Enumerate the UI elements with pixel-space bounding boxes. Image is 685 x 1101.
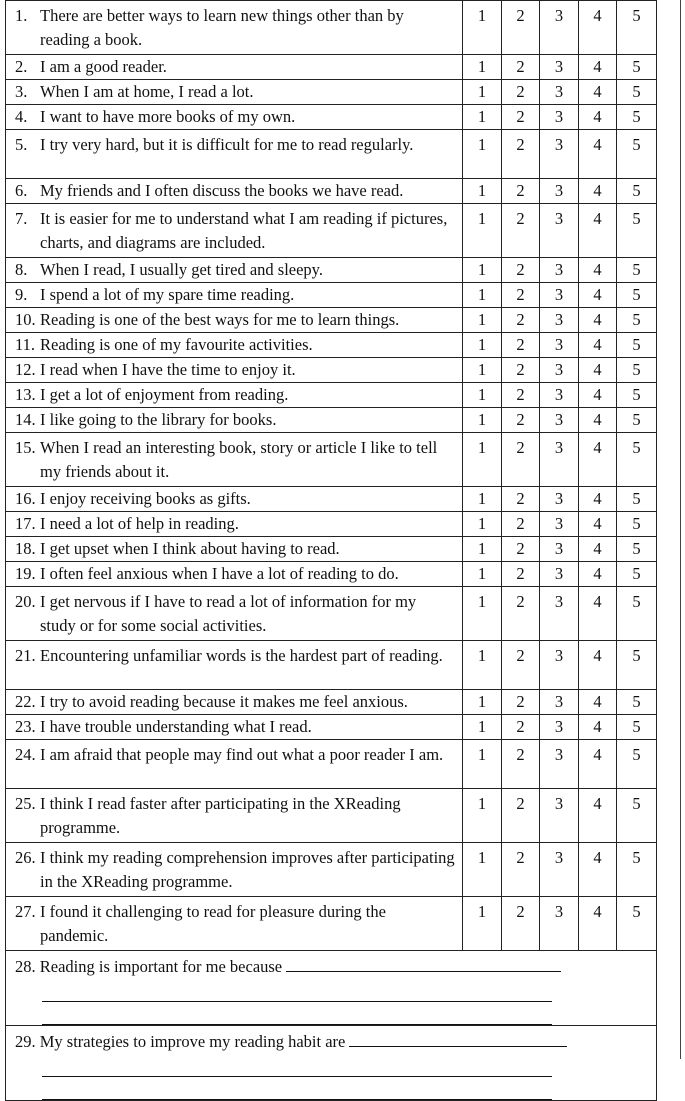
scale-option-3[interactable]: 3 <box>540 80 579 105</box>
open-question-cell <box>6 1026 657 1101</box>
scale-option-3[interactable]: 3 <box>540 789 579 843</box>
scale-option-4[interactable]: 4 <box>579 80 617 105</box>
item-text: Encountering unfamiliar words is the hardest part of reading. <box>40 646 443 665</box>
scale-option-5[interactable]: 5 <box>617 383 657 408</box>
item-row <box>6 512 657 537</box>
open-question-text: My strategies to improve my reading habit are <box>39 1032 346 1051</box>
scale-option-2[interactable]: 2 <box>502 715 540 740</box>
item-row <box>6 537 657 562</box>
item-number: 14. <box>15 410 36 429</box>
scale-option-2[interactable]: 2 <box>502 587 540 641</box>
answer-line[interactable] <box>42 1002 552 1025</box>
scale-option-5[interactable]: 5 <box>617 1 657 55</box>
item-statement-cell <box>6 897 463 951</box>
scale-option-1[interactable]: 1 <box>463 55 502 80</box>
item-row <box>6 283 657 308</box>
answer-line[interactable] <box>42 1054 552 1077</box>
scale-option-4[interactable]: 4 <box>579 641 617 690</box>
scale-option-5[interactable]: 5 <box>617 789 657 843</box>
item-number: 4. <box>15 107 28 126</box>
item-row <box>6 204 657 258</box>
scale-option-1[interactable]: 1 <box>463 433 502 487</box>
scale-option-2[interactable]: 2 <box>502 789 540 843</box>
item-number: 8. <box>15 260 28 279</box>
item-row <box>6 383 657 408</box>
scale-option-4[interactable]: 4 <box>579 283 617 308</box>
scale-option-3[interactable]: 3 <box>540 179 579 204</box>
item-statement-cell <box>6 789 463 843</box>
scale-option-5[interactable]: 5 <box>617 512 657 537</box>
questionnaire-sheet <box>5 0 656 1101</box>
item-statement-cell <box>6 55 463 80</box>
item-row <box>6 80 657 105</box>
item-text: I often feel anxious when I have a lot of reading to do. <box>40 564 399 583</box>
scale-option-4[interactable]: 4 <box>579 690 617 715</box>
scale-option-1[interactable]: 1 <box>463 1 502 55</box>
item-statement-cell <box>6 587 463 641</box>
item-statement-cell <box>6 433 463 487</box>
scale-option-4[interactable]: 4 <box>579 433 617 487</box>
item-statement-cell <box>6 105 463 130</box>
scale-option-5[interactable]: 5 <box>617 408 657 433</box>
item-row <box>6 55 657 80</box>
item-number: 10. <box>15 310 36 329</box>
item-row <box>6 715 657 740</box>
scale-option-2[interactable]: 2 <box>502 308 540 333</box>
item-number: 23. <box>15 717 36 736</box>
item-statement-cell <box>6 308 463 333</box>
scale-option-5[interactable]: 5 <box>617 433 657 487</box>
item-text: I am a good reader. <box>40 57 167 76</box>
item-text: I think my reading comprehension improves after participating in the XReading programme. <box>40 848 455 891</box>
item-number: 26. <box>15 848 36 867</box>
item-statement-cell <box>6 740 463 789</box>
scale-option-2[interactable]: 2 <box>502 258 540 283</box>
scale-option-3[interactable]: 3 <box>540 204 579 258</box>
item-text: Reading is one of my favourite activities. <box>40 335 313 354</box>
item-row <box>6 897 657 951</box>
scale-option-2[interactable]: 2 <box>502 562 540 587</box>
item-statement-cell <box>6 487 463 512</box>
item-text: I try very hard, but it is difficult for me to read regularly. <box>40 135 414 154</box>
scale-option-4[interactable]: 4 <box>579 55 617 80</box>
scale-option-2[interactable]: 2 <box>502 130 540 179</box>
item-row <box>6 1 657 55</box>
item-number: 24. <box>15 745 36 764</box>
item-number: 7. <box>15 209 28 228</box>
scale-option-1[interactable]: 1 <box>463 383 502 408</box>
item-number: 1. <box>15 6 28 25</box>
scale-option-1[interactable]: 1 <box>463 308 502 333</box>
scale-option-2[interactable]: 2 <box>502 512 540 537</box>
item-row <box>6 740 657 789</box>
scale-option-3[interactable]: 3 <box>540 1 579 55</box>
scale-option-2[interactable]: 2 <box>502 204 540 258</box>
scale-option-5[interactable]: 5 <box>617 843 657 897</box>
scale-option-1[interactable]: 1 <box>463 897 502 951</box>
item-number: 3. <box>15 82 28 101</box>
item-number: 21. <box>15 646 36 665</box>
scale-option-2[interactable]: 2 <box>502 179 540 204</box>
item-statement-cell <box>6 130 463 179</box>
scale-option-1[interactable]: 1 <box>463 333 502 358</box>
scale-option-5[interactable]: 5 <box>617 308 657 333</box>
item-row <box>6 487 657 512</box>
scale-option-5[interactable]: 5 <box>617 258 657 283</box>
item-statement-cell <box>6 333 463 358</box>
item-number: 16. <box>15 489 36 508</box>
open-question-cell <box>6 951 657 1026</box>
item-number: 25. <box>15 794 36 813</box>
answer-blank[interactable] <box>286 957 561 972</box>
item-text: When I read, I usually get tired and sleepy. <box>40 260 323 279</box>
scale-option-4[interactable]: 4 <box>579 789 617 843</box>
scale-option-1[interactable]: 1 <box>463 130 502 179</box>
scale-option-5[interactable]: 5 <box>617 537 657 562</box>
scale-option-4[interactable]: 4 <box>579 105 617 130</box>
scale-option-5[interactable]: 5 <box>617 562 657 587</box>
scale-option-3[interactable]: 3 <box>540 512 579 537</box>
scale-option-4[interactable]: 4 <box>579 587 617 641</box>
scale-option-2[interactable]: 2 <box>502 487 540 512</box>
scale-option-3[interactable]: 3 <box>540 433 579 487</box>
item-row <box>6 358 657 383</box>
scale-option-4[interactable]: 4 <box>579 358 617 383</box>
page-edge-line <box>680 0 681 1059</box>
item-text: I get a lot of enjoyment from reading. <box>40 385 289 404</box>
open-question-number: 28. <box>15 957 36 976</box>
questionnaire-table <box>5 0 657 1101</box>
scale-option-4[interactable]: 4 <box>579 487 617 512</box>
scale-option-4[interactable]: 4 <box>579 1 617 55</box>
item-text: I have trouble understanding what I read. <box>40 717 312 736</box>
scale-option-5[interactable]: 5 <box>617 333 657 358</box>
item-text: I need a lot of help in reading. <box>40 514 239 533</box>
scale-option-3[interactable]: 3 <box>540 843 579 897</box>
item-statement-cell <box>6 537 463 562</box>
item-row <box>6 408 657 433</box>
scale-option-1[interactable]: 1 <box>463 740 502 789</box>
scale-option-1[interactable]: 1 <box>463 179 502 204</box>
scale-option-2[interactable]: 2 <box>502 105 540 130</box>
scale-option-3[interactable]: 3 <box>540 408 579 433</box>
item-number: 6. <box>15 181 28 200</box>
scale-option-4[interactable]: 4 <box>579 333 617 358</box>
item-statement-cell <box>6 204 463 258</box>
item-row <box>6 333 657 358</box>
scale-option-4[interactable]: 4 <box>579 408 617 433</box>
item-row <box>6 308 657 333</box>
scale-option-2[interactable]: 2 <box>502 433 540 487</box>
scale-option-5[interactable]: 5 <box>617 690 657 715</box>
scale-option-3[interactable]: 3 <box>540 358 579 383</box>
answer-line[interactable] <box>42 1077 552 1100</box>
item-text: I get upset when I think about having to read. <box>40 539 340 558</box>
open-question-number: 29. <box>15 1032 36 1051</box>
item-text: I get nervous if I have to read a lot of information for my study or for some social activities. <box>40 592 417 635</box>
scale-option-3[interactable]: 3 <box>540 715 579 740</box>
scale-option-1[interactable]: 1 <box>463 512 502 537</box>
item-row <box>6 105 657 130</box>
scale-option-3[interactable]: 3 <box>540 587 579 641</box>
scale-option-2[interactable]: 2 <box>502 1 540 55</box>
item-text: When I read an interesting book, story or article I like to tell my friends about it. <box>40 438 438 481</box>
item-number: 15. <box>15 438 36 457</box>
scale-option-3[interactable]: 3 <box>540 258 579 283</box>
scale-option-5[interactable]: 5 <box>617 55 657 80</box>
scale-option-3[interactable]: 3 <box>540 641 579 690</box>
item-row <box>6 789 657 843</box>
item-statement-cell <box>6 358 463 383</box>
item-text: I enjoy receiving books as gifts. <box>40 489 251 508</box>
scale-option-5[interactable]: 5 <box>617 105 657 130</box>
item-row <box>6 433 657 487</box>
item-row <box>6 258 657 283</box>
item-number: 19. <box>15 564 36 583</box>
scale-option-1[interactable]: 1 <box>463 283 502 308</box>
scale-option-3[interactable]: 3 <box>540 537 579 562</box>
item-text: I read when I have the time to enjoy it. <box>40 360 296 379</box>
scale-option-5[interactable]: 5 <box>617 204 657 258</box>
item-statement-cell <box>6 641 463 690</box>
item-row <box>6 562 657 587</box>
item-text: I found it challenging to read for pleasure during the pandemic. <box>40 902 386 945</box>
scale-option-4[interactable]: 4 <box>579 383 617 408</box>
item-text: My friends and I often discuss the books we have read. <box>40 181 404 200</box>
scale-option-1[interactable]: 1 <box>463 641 502 690</box>
item-number: 12. <box>15 360 36 379</box>
item-text: I try to avoid reading because it makes me feel anxious. <box>40 692 408 711</box>
item-statement-cell <box>6 258 463 283</box>
scale-option-2[interactable]: 2 <box>502 333 540 358</box>
scale-option-2[interactable]: 2 <box>502 897 540 951</box>
scale-option-2[interactable]: 2 <box>502 740 540 789</box>
scale-option-3[interactable]: 3 <box>540 283 579 308</box>
scale-option-3[interactable]: 3 <box>540 897 579 951</box>
scale-option-2[interactable]: 2 <box>502 843 540 897</box>
scale-option-5[interactable]: 5 <box>617 130 657 179</box>
scale-option-4[interactable]: 4 <box>579 204 617 258</box>
scale-option-5[interactable]: 5 <box>617 80 657 105</box>
scale-option-1[interactable]: 1 <box>463 715 502 740</box>
item-row <box>6 179 657 204</box>
item-text: I like going to the library for books. <box>40 410 277 429</box>
scale-option-4[interactable]: 4 <box>579 537 617 562</box>
scale-option-4[interactable]: 4 <box>579 308 617 333</box>
scale-option-5[interactable]: 5 <box>617 641 657 690</box>
scale-option-3[interactable]: 3 <box>540 690 579 715</box>
scale-option-5[interactable]: 5 <box>617 179 657 204</box>
scale-option-4[interactable]: 4 <box>579 130 617 179</box>
scale-option-3[interactable]: 3 <box>540 740 579 789</box>
item-text: When I am at home, I read a lot. <box>40 82 254 101</box>
item-text: There are better ways to learn new things other than by reading a book. <box>40 6 404 49</box>
scale-option-3[interactable]: 3 <box>540 105 579 130</box>
scale-option-3[interactable]: 3 <box>540 55 579 80</box>
scale-option-2[interactable]: 2 <box>502 80 540 105</box>
scale-option-2[interactable]: 2 <box>502 283 540 308</box>
scale-option-5[interactable]: 5 <box>617 487 657 512</box>
scale-option-2[interactable]: 2 <box>502 537 540 562</box>
scale-option-2[interactable]: 2 <box>502 641 540 690</box>
scale-option-4[interactable]: 4 <box>579 843 617 897</box>
item-row <box>6 690 657 715</box>
item-number: 2. <box>15 57 28 76</box>
item-row <box>6 130 657 179</box>
scale-option-1[interactable]: 1 <box>463 789 502 843</box>
scale-option-4[interactable]: 4 <box>579 897 617 951</box>
scale-option-5[interactable]: 5 <box>617 587 657 641</box>
scale-option-2[interactable]: 2 <box>502 383 540 408</box>
item-number: 27. <box>15 902 36 921</box>
item-statement-cell <box>6 690 463 715</box>
scale-option-3[interactable]: 3 <box>540 333 579 358</box>
item-statement-cell <box>6 843 463 897</box>
scale-option-5[interactable]: 5 <box>617 358 657 383</box>
item-row <box>6 587 657 641</box>
scale-option-1[interactable]: 1 <box>463 843 502 897</box>
item-number: 22. <box>15 692 36 711</box>
item-statement-cell <box>6 80 463 105</box>
scale-option-2[interactable]: 2 <box>502 358 540 383</box>
scale-option-5[interactable]: 5 <box>617 897 657 951</box>
open-question-row <box>6 951 657 1026</box>
scale-option-3[interactable]: 3 <box>540 383 579 408</box>
scale-option-5[interactable]: 5 <box>617 715 657 740</box>
item-text: I want to have more books of my own. <box>40 107 296 126</box>
scale-option-4[interactable]: 4 <box>579 512 617 537</box>
item-text: I spend a lot of my spare time reading. <box>40 285 295 304</box>
scale-option-5[interactable]: 5 <box>617 283 657 308</box>
item-number: 13. <box>15 385 36 404</box>
scale-option-4[interactable]: 4 <box>579 258 617 283</box>
item-row <box>6 843 657 897</box>
open-question-text: Reading is important for me because <box>39 957 283 976</box>
scale-option-3[interactable]: 3 <box>540 308 579 333</box>
item-statement-cell <box>6 715 463 740</box>
item-number: 9. <box>15 285 28 304</box>
answer-blank[interactable] <box>349 1032 567 1047</box>
item-row <box>6 641 657 690</box>
scale-option-4[interactable]: 4 <box>579 562 617 587</box>
scale-option-1[interactable]: 1 <box>463 408 502 433</box>
scale-option-1[interactable]: 1 <box>463 487 502 512</box>
scale-option-1[interactable]: 1 <box>463 258 502 283</box>
scale-option-3[interactable]: 3 <box>540 487 579 512</box>
item-statement-cell <box>6 512 463 537</box>
scale-option-5[interactable]: 5 <box>617 740 657 789</box>
item-number: 20. <box>15 592 36 611</box>
scale-option-1[interactable]: 1 <box>463 80 502 105</box>
item-statement-cell <box>6 283 463 308</box>
scale-option-4[interactable]: 4 <box>579 179 617 204</box>
answer-line[interactable] <box>42 979 552 1002</box>
item-number: 5. <box>15 135 28 154</box>
item-number: 18. <box>15 539 36 558</box>
item-number: 17. <box>15 514 36 533</box>
scale-option-2[interactable]: 2 <box>502 55 540 80</box>
scale-option-4[interactable]: 4 <box>579 715 617 740</box>
scale-option-3[interactable]: 3 <box>540 130 579 179</box>
scale-option-2[interactable]: 2 <box>502 408 540 433</box>
scale-option-1[interactable]: 1 <box>463 562 502 587</box>
item-text: I am afraid that people may find out what a poor reader I am. <box>40 745 444 764</box>
scale-option-2[interactable]: 2 <box>502 690 540 715</box>
item-statement-cell <box>6 408 463 433</box>
scale-option-1[interactable]: 1 <box>463 587 502 641</box>
item-text: It is easier for me to understand what I am reading if pictures, charts, and diagrams are included. <box>40 209 448 252</box>
scale-option-1[interactable]: 1 <box>463 537 502 562</box>
item-statement-cell <box>6 383 463 408</box>
scale-option-1[interactable]: 1 <box>463 204 502 258</box>
item-statement-cell <box>6 562 463 587</box>
item-text: Reading is one of the best ways for me to learn things. <box>40 310 400 329</box>
scale-option-1[interactable]: 1 <box>463 358 502 383</box>
open-question-row <box>6 1026 657 1101</box>
scale-option-4[interactable]: 4 <box>579 740 617 789</box>
item-number: 11. <box>15 335 36 354</box>
scale-option-1[interactable]: 1 <box>463 105 502 130</box>
scale-option-3[interactable]: 3 <box>540 562 579 587</box>
item-statement-cell <box>6 1 463 55</box>
scale-option-1[interactable]: 1 <box>463 690 502 715</box>
item-statement-cell <box>6 179 463 204</box>
item-text: I think I read faster after participating in the XReading programme. <box>40 794 401 837</box>
